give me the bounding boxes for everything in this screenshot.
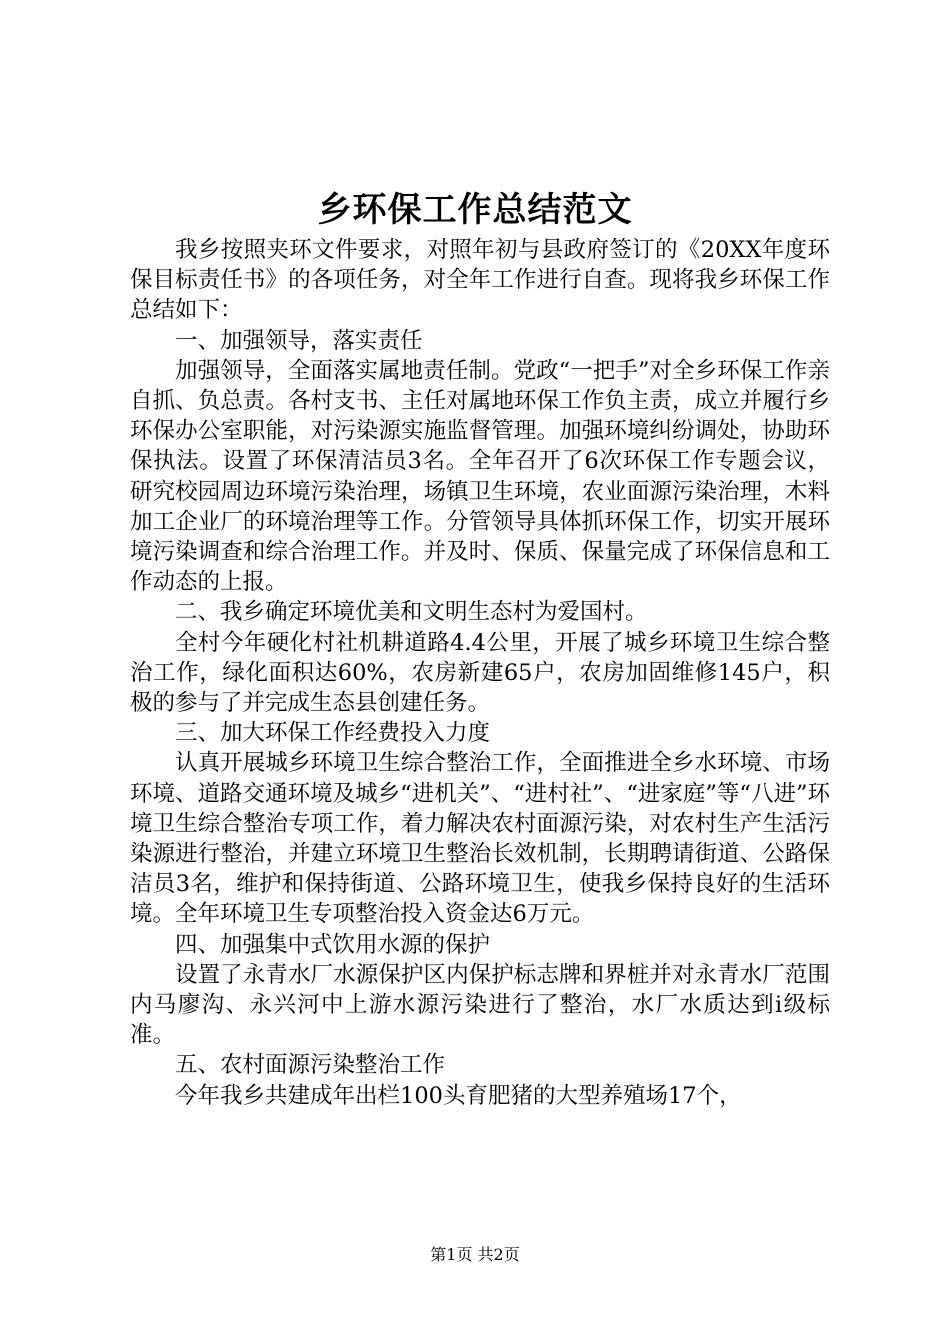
paragraph-section-5: 今年我乡共建成年出栏100头育肥猪的大型养殖场17个， [175, 1082, 742, 1109]
page-footer: 第1页 共2页 [430, 1245, 520, 1264]
paragraph-section-3: 认真开展城乡环境卫生综合整治工作，全面推进全乡水环境、市场环境、道路交通环境及城乡“进机关”、“进村社”、“进家庭”等“八进”环境卫生综合整治专项工作，着力解决农村面源污染，对农村生产生活污染源进行整治，并建立环境卫生整治长效机制，长期聘请街道、公路保洁员3名，维护和保持街道、公路环境卫生，使我乡保持良好的生活环境。全年环境卫生专项整治投入资金达6万元。 [130, 750, 830, 928]
section-heading-4: 四、加强集中式饮用水源的保护 [175, 931, 491, 958]
paragraph-section-1: 加强领导，全面落实属地责任制。党政“一把手”对全乡环保工作亲自抓、负总责。各村支书、主任对属地环保工作负主责，成立并履行乡环保办公室职能，对污染源实施监督管理。加强环境纠纷调处，协助环保执法。设置了环保清洁员3名。全年召开了6次环保工作专题会议，研究校园周边环境污染治理，场镇卫生环境，农业面源污染治理，木料加工企业厂的环境治理等工作。分管领导具体抓环保工作，切实开展环境污染调查和综合治理工作。并及时、保质、保量完成了环保信息和工作动态的上报。 [130, 357, 830, 596]
paragraph-section-4: 设置了永青水厂水源保护区内保护标志牌和界桩并对永青水厂范围内马廖沟、永兴河中上游水源污染进行了整治，水厂水质达到ⅰ级标准。 [130, 961, 830, 1049]
section-heading-5: 五、农村面源污染整治工作 [175, 1052, 446, 1079]
section-heading-3: 三、加大环保工作经费投入力度 [175, 720, 491, 747]
document-body [130, 235, 830, 1111]
paragraph-section-2: 全村今年硬化村社机耕道路4.4公里，开展了城乡环境卫生综合整治工作，绿化面积达60%，农房新建65户，农房加固维修145户，积极的参与了并完成生态县创建任务。 [130, 629, 830, 717]
section-heading-2: 二、我乡确定环境优美和文明生态村为爱国村。 [175, 599, 648, 626]
document-title: 乡环保工作总结范文 [317, 190, 633, 230]
section-heading-1: 一、加强领导，落实责任 [175, 327, 423, 354]
paragraph-intro: 我乡按照夹环文件要求，对照年初与县政府签订的《20XX年度环保目标责任书》的各项任务，对全年工作进行自查。现将我乡环保工作总结如下： [130, 237, 830, 324]
